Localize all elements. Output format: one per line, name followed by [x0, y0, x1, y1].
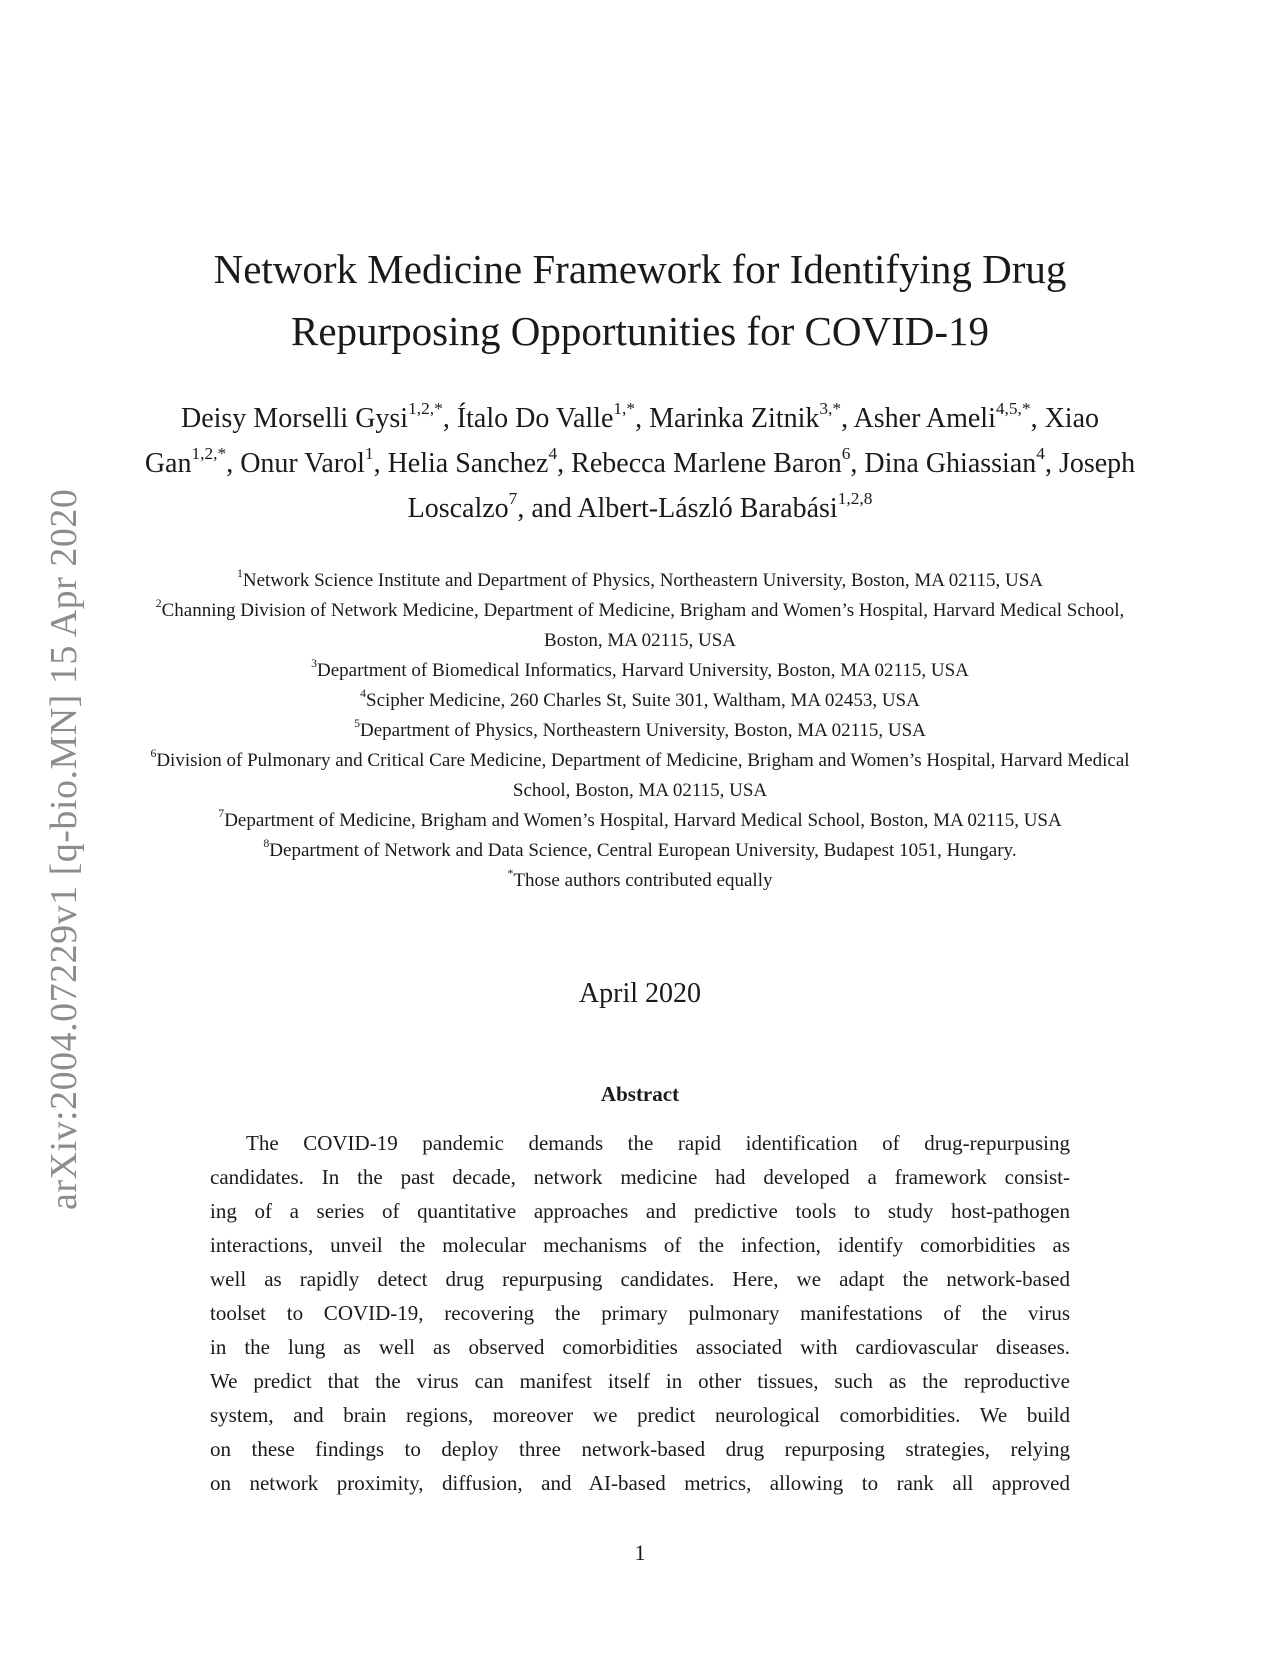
author-affiliation-marker: 1	[364, 444, 374, 464]
author-name: Ítalo Do Valle	[456, 403, 614, 434]
paper-title-line-1: Network Medicine Framework for Identifying Drug	[213, 246, 1067, 292]
affiliation-item	[140, 596, 1140, 656]
author-affiliation-marker: 4,5,*	[995, 399, 1031, 419]
abstract-line: interactions, unveil the molecular mechanisms of the infection, identify comorbidities as	[210, 1233, 1070, 1257]
author-list	[140, 396, 1140, 531]
abstract-line: on network proximity, diffusion, and AI-based metrics, allowing to rank all approved	[210, 1471, 1070, 1495]
author-separator: ,	[226, 448, 241, 479]
affiliation-item	[140, 866, 1140, 896]
abstract-line: The COVID-19 pandemic demands the rapid identification of drug-repurpusing	[246, 1131, 1070, 1155]
affiliation-number: *	[507, 866, 514, 880]
affiliation-item	[140, 716, 1140, 746]
affiliation-number: 3	[311, 656, 317, 670]
affiliation-item	[140, 566, 1140, 596]
affiliation-number: 4	[360, 686, 367, 700]
author-name: Rebecca Marlene Baron	[571, 448, 842, 479]
abstract-line: ing of a series of quantitative approaches and predictive tools to study host-pathogen	[210, 1199, 1070, 1223]
affiliation-number: 2	[155, 596, 162, 610]
affiliation-item	[140, 686, 1140, 716]
abstract-line: candidates. In the past decade, network medicine had developed a framework consist-	[210, 1165, 1070, 1189]
affiliation-text: Department of Network and Data Science, Central European University, Budapest 1051, Hungary.	[269, 840, 1017, 861]
author-affiliation-marker: 1,2,*	[408, 399, 443, 419]
author-separator: ,	[373, 448, 388, 479]
author-separator: , and	[517, 493, 578, 524]
affiliation-item	[140, 836, 1140, 866]
page-number: 1	[634, 1540, 646, 1565]
affiliation-text: Department of Biomedical Informatics, Harvard University, Boston, MA 02115, USA	[317, 660, 969, 681]
author-affiliation-marker: 1,*	[613, 399, 636, 419]
author-separator: ,	[635, 403, 650, 434]
abstract-line: on these findings to deploy three network-based drug repurposing strategies, relying	[210, 1437, 1070, 1461]
affiliation-text: Channing Division of Network Medicine, Department of Medicine, Brigham and Women’s Hospital, Harvard Medical School, Boston, MA 02115, USA	[161, 600, 1125, 651]
author-affiliation-marker: 3,*	[819, 399, 842, 419]
affiliation-number: 5	[354, 716, 360, 730]
author-name: Marinka Zitnik	[649, 403, 820, 434]
affiliation-text: Scipher Medicine, 260 Charles St, Suite 301, Waltham, MA 02453, USA	[366, 690, 920, 711]
affiliation-list	[140, 566, 1140, 896]
author-name: Helia Sanchez	[387, 448, 549, 479]
author-affiliation-marker: 7	[508, 489, 518, 509]
affiliation-number: 6	[150, 746, 157, 760]
affiliation-item	[140, 806, 1140, 836]
abstract-heading: Abstract	[600, 1082, 680, 1106]
author-affiliation-marker: 4	[1036, 444, 1045, 464]
paper-title	[160, 238, 1120, 362]
author-affiliation-marker: 4	[548, 444, 558, 464]
author-separator: ,	[841, 403, 854, 434]
author-affiliation-marker: 6	[841, 444, 851, 464]
author-affiliation-marker: 1,2,8	[837, 489, 873, 509]
abstract-line: system, and brain regions, moreover we predict neurological comorbidities. We build	[210, 1403, 1070, 1427]
author-name: Albert-László Barabási	[577, 493, 838, 524]
affiliation-text: Department of Medicine, Brigham and Women’s Hospital, Harvard Medical School, Boston, MA 02115, USA	[224, 810, 1062, 831]
arxiv-identifier-stamp: arXiv:2004.07229v1 [q-bio.MN] 15 Apr 2020	[43, 488, 85, 1210]
publication-date: April 2020	[578, 978, 702, 1009]
author-name: Joseph Loscalzo	[407, 448, 1136, 524]
affiliation-text: Division of Pulmonary and Critical Care Medicine, Department of Medicine, Brigham and Women’s Hospital, Harvard Medical School, Boston, MA 02115, USA	[156, 750, 1130, 801]
author-name: Xiao Gan	[144, 403, 1100, 479]
affiliation-item	[140, 746, 1140, 806]
author-separator: ,	[442, 403, 457, 434]
author-separator: ,	[850, 448, 865, 479]
affiliation-text: Department of Physics, Northeastern University, Boston, MA 02115, USA	[359, 720, 926, 741]
paper-title-line-2: Repurposing Opportunities for COVID-19	[290, 308, 990, 354]
author-separator: ,	[1030, 403, 1045, 434]
affiliation-item	[140, 656, 1140, 686]
affiliation-number: 1	[236, 566, 243, 580]
author-name: Onur Varol	[240, 448, 365, 479]
author-name: Deisy Morselli Gysi	[180, 403, 409, 434]
affiliation-number: 8	[263, 836, 270, 850]
abstract-line: We predict that the virus can manifest itself in other tissues, such as the reproductive	[210, 1369, 1070, 1393]
abstract-line: well as rapidly detect drug repurpusing candidates. Here, we adapt the network-based	[210, 1267, 1070, 1291]
author-name: Dina Ghiassian	[864, 448, 1037, 479]
abstract-line: toolset to COVID-19, recovering the primary pulmonary manifestations of the virus	[210, 1301, 1070, 1325]
affiliation-text: Those authors contributed equally	[513, 870, 773, 891]
abstract-body	[210, 1126, 1070, 1500]
author-separator: ,	[557, 448, 572, 479]
abstract-line: in the lung as well as observed comorbidities associated with cardiovascular diseases.	[210, 1335, 1070, 1359]
author-affiliation-marker: 1,2,*	[191, 444, 227, 464]
author-name: Asher Ameli	[853, 403, 996, 434]
author-separator: ,	[1044, 448, 1059, 479]
affiliation-text: Network Science Institute and Department of Physics, Northeastern University, Boston, MA 02115, USA	[242, 570, 1044, 591]
affiliation-number: 7	[218, 806, 225, 820]
